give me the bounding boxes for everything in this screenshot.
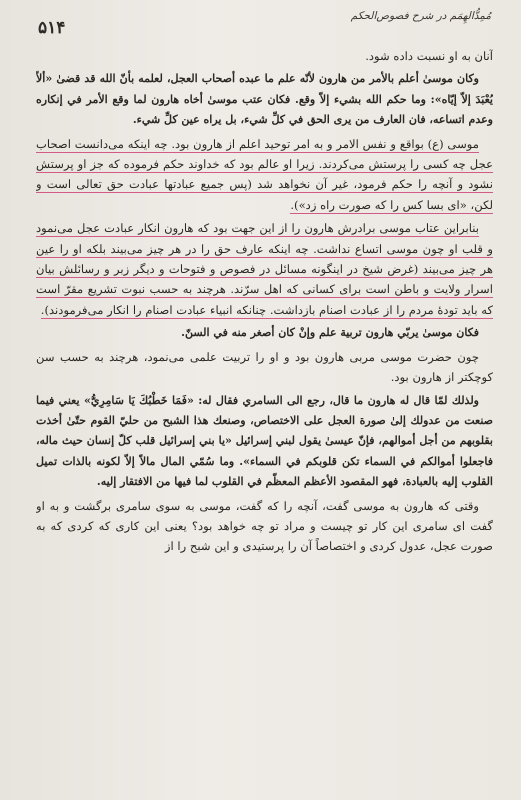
persian-translation-paragraph	[36, 134, 493, 216]
arabic-text-paragraph	[36, 69, 493, 130]
paragraph-text: ولذلك لمّا قال له هارون ما قال، رجع الى السامري فقال له: «فَمَا خَطْبُكَ يَا سَامِرِيُّ» يعني فيما صنعت من عدولك إلىٰ صورة العجل على الاختصاص، وصنعك هذا الشبح من حليّ القوم حتّىٰ أخذت بقلوبهم من أجل أموالهم، فإنّ عيسىٰ يقول لبني إسرائيل «يا بني إسرائيل قلب كلّ إنسان حيث ماله، فاجعلوا أموالكم في السماء تكن قلوبكم في السماء». وما سُمّي المال مالاً إلاّ لكونه بالذات تميل القلوب إليه بالعبادة، فهو المقصود الأعظم المعظّم في القلوب لما فيها من الافتقار إليه.	[36, 393, 493, 489]
paragraph-text: آنان به او نسبت داده شود.	[365, 49, 493, 63]
page-number: ۵۱۴	[38, 18, 66, 38]
persian-translation-paragraph	[36, 218, 493, 320]
arabic-text-paragraph	[36, 391, 493, 493]
paragraph-text: وكان موسىٰ أعلم بالأمر من هارون لأنّه علم ما عبده أصحاب العجل، لعلمه بأنّ الله قد قضىٰ «ألاّ يُعْبَدَ إلاّ إيّاه»: وما حكم الله بشيء إلاّ وقع. فكان عتب موسىٰ أخاه هارون لما وقع الأمر في إنكاره وعدم اتساعه، فان العارف من يرى الحق في كلِّ شيء، بل يراه عين كلِّ شيء.	[36, 72, 493, 127]
underlined-text: بنابراین عتاب موسی برادرش هارون را از این جهت بود که هارون انکار عبادت عجل می‌نمود و قلب او چون موسی اتساع نداشت. چه اینکه عارف حق را در هر چیز می‌بیند بلکه او را عین هر چیز می‌بیند (غرض شیخ در اینگونه مسائل در فصوص و فتوحات و دیگر زبر و رسائلش بیان اسرار ولایت و باطن است برای کسانی که اهل سرّند. هرچند به حسب نبوت تشریع مقرّ است که باید تودهٔ مردم را از عبادت اصنام بازداشت. چنانکه انبیاء عبادت اصنام را انکار می‌فرمودند).	[36, 221, 493, 317]
page-body	[36, 46, 493, 794]
paragraph-text: فكان موسىٰ يربّي هارون تربية علم وإنْ كان أصغر منه في السنّ.	[181, 326, 479, 340]
paragraph-text: وقتی که هارون به موسی گفت، آنچه را که گفت، موسی به سوی سامری برگشت و به او گفت ای سامری این کار تو چیست و مراد تو چه خواهد بود؟ یعنی این کاری که کردی که به صورت عجل، عدول کردی و اختصاصاً آن را پرستیدی و این شبح را از	[36, 498, 493, 554]
persian-translation-paragraph	[36, 46, 493, 66]
persian-translation-paragraph	[36, 347, 493, 388]
running-title: مُمِدُّالهِمَم در شرح فصوص‌الحکم	[350, 10, 491, 22]
page-header	[38, 8, 491, 42]
arabic-text-paragraph	[36, 323, 493, 343]
paragraph-text: چون حضرت موسی مربی هارون بود و او را تربیت علمی می‌نمود، هرچند به حسب سن کوچکتر از هارون بود.	[36, 349, 493, 385]
underlined-text: موسی (ع) بواقع و نفس الامر و به امر توحید اعلم از هارون بود. چه اینکه می‌دانست اصحاب عجل چه کسی را پرستش می‌کردند. زیرا او عالم بود که خداوند حکم فرموده که جز او پرستش نشود و آنچه را حکم فرمود، غیر آن نخواهد شد (پس جمیع عبادتها عبادت حق تعالی است و لکن، «ای بسا کس را که صورت راه زد»).	[36, 136, 493, 212]
persian-translation-paragraph	[36, 496, 493, 557]
